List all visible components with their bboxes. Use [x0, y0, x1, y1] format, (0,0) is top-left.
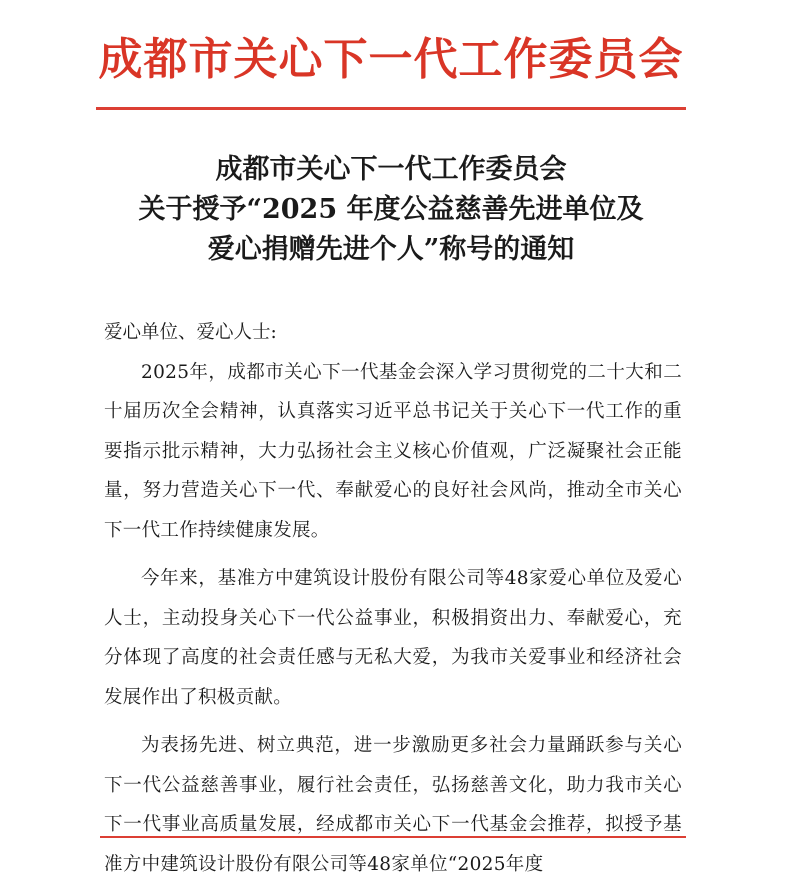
paragraph-1: 2025年，成都市关心下一代基金会深入学习贯彻党的二十大和二十届历次全会精神，认真落实习近平总书记关于关心下一代工作的重要指示批示精神，大力弘扬社会主义核心价值观，广泛凝聚社会正能量，努力营造关心下一代、奉献爱心的良好社会风尚，推动全市关心下一代工作持续健康发展。: [104, 361, 682, 541]
paragraph-2: 今年来，基准方中建筑设计股份有限公司等48家爱心单位及爱心人士，主动投身关心下一代公益事业，积极捐资出力、奉献爱心，充分体现了高度的社会责任感与无私大爱，为我市关爱事业和经济社会发展作出了积极贡献。: [104, 568, 682, 708]
title-line-1: 成都市关心下一代工作委员会: [215, 154, 567, 185]
title-line-3: 爱心捐赠先进个人”称号的通知: [207, 234, 575, 265]
paragraph-3: 为表扬先进、树立典范，进一步激励更多社会力量踊跃参与关心下一代公益慈善事业，履行社会责任，弘扬慈善文化，助力我市关心下一代事业高质量发展，经成都市关心下一代基金会推荐，拟授予基准方中建筑设计股份有限公司等48家单位“2025年度: [104, 735, 682, 875]
footer-red-rule: [100, 836, 686, 838]
header-red-rule: [96, 107, 686, 110]
salutation: 爱心单位、爱心人士:: [104, 322, 277, 343]
title-line-2: 关于授予“2025 年度公益慈善先进单位及: [138, 194, 644, 225]
body-text: [104, 313, 682, 893]
org-header: 成都市关心下一代工作委员会: [98, 34, 684, 85]
document-title: [96, 150, 686, 270]
